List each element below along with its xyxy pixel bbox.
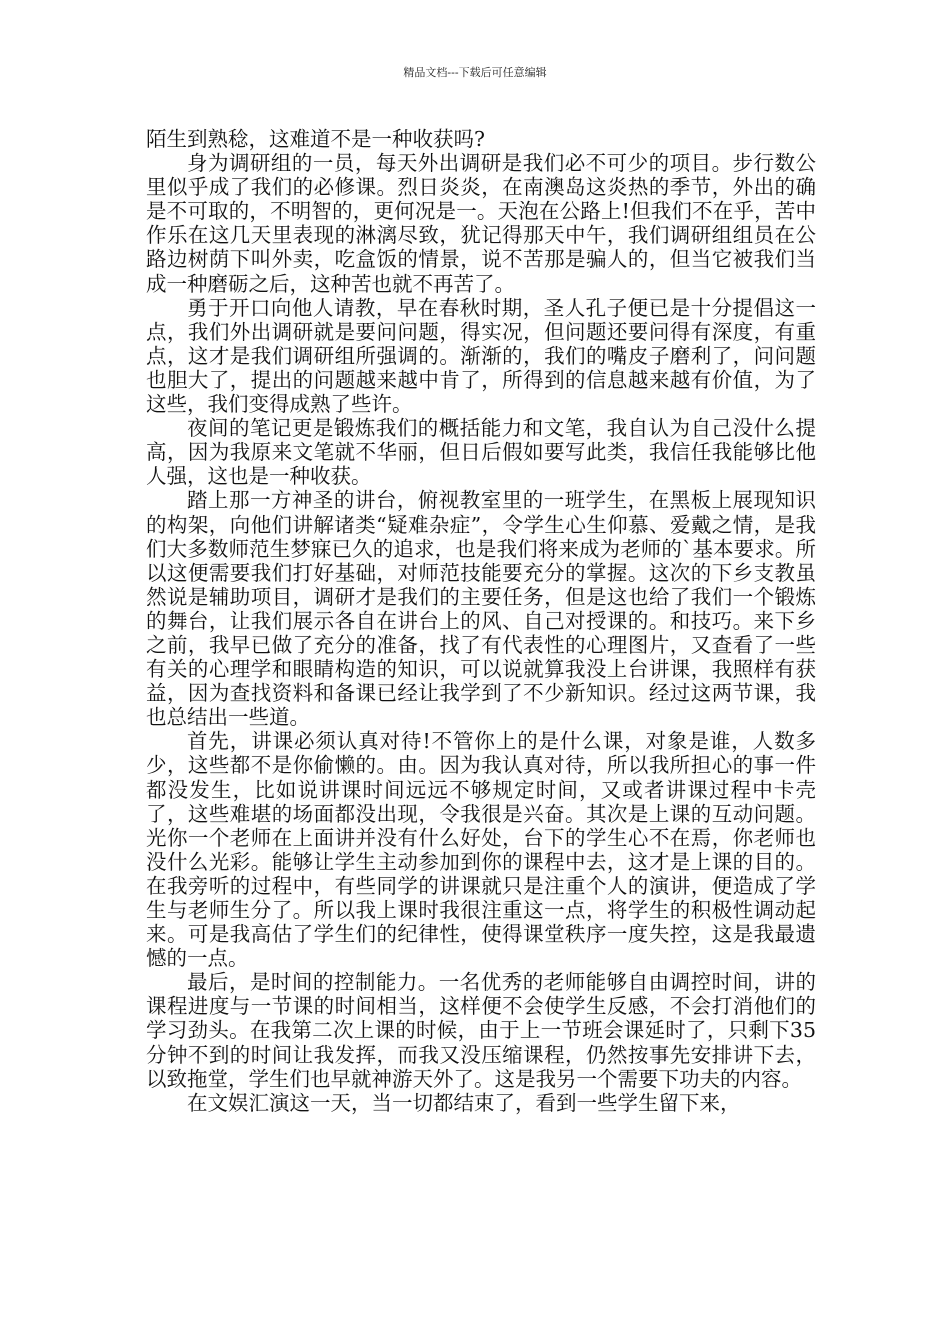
paragraph-asking-questions: 勇于开口向他人请教，早在春秋时期，圣人孔子便已是十分提倡这一点，我们外出调研就是要问问题，得实况，但问题还要问得有深度，有重点，这才是我们调研组所强调的。渐渐的，我们的嘴皮子磨利了，问问题也胆大了，提出的问题越来越中肯了，所得到的信息越来越有价值，为了这些，我们变得成熟了些许。 xyxy=(146,295,816,417)
paragraph-performance-day: 在文娱汇演这一天，当一切都结束了，看到一些学生留下来， xyxy=(187,1090,741,1115)
paragraph-time-control: 最后，是时间的控制能力。一名优秀的老师能够自由调控时间，讲的课程进度与一节课的时间相当，这样便不会使学生反感，不会打消他们的学习劲头。在我第二次上课的时候，由于上一节班会课延时了，只剩下35分钟不到的时间让我发挥，而我又没压缩课程，仍然按事先安排讲下去，以致拖堂，学生们也早就神游天外了。这是我另一个需要下功夫的内容。 xyxy=(146,970,816,1091)
paragraph-continuation: 陌生到熟稔，这难道不是一种收获吗? xyxy=(146,127,485,151)
document-body xyxy=(146,127,816,1115)
page-header: 精品文档---下载后可任意编辑 xyxy=(403,66,547,79)
paragraph-survey-walks: 身为调研组的一员，每天外出调研是我们必不可少的项目。步行数公里似乎成了我们的必修课。烈日炎炎，在南澳岛这炎热的季节，外出的确是不可取的，不明智的，更何况是一。天泡在公路上!但我们不在乎，苦中作乐在这几天里表现的淋漓尽致，犹记得那天中午，我们调研组组员在公路边树荫下叫外卖，吃盒饭的情景，说不苦那是骗人的，但当它被我们当成一种磨砺之后，这种苦也就不再苦了。 xyxy=(146,151,816,296)
paragraph-night-notes: 夜间的笔记更是锻炼我们的概括能力和文笔，我自认为自己没什么提高，因为我原来文笔就不华丽，但日后假如要写此类，我信任我能够比他人强，这也是一种收获。 xyxy=(146,416,816,489)
paragraph-first-lesson: 首先，讲课必须认真对待!不管你上的是什么课，对象是谁，人数多少，这些都不是你偷懒的。由。因为我认真对待，所以我所担心的事一件都没发生，比如说讲课时间远远不够规定时间，又或者讲课过程中卡壳了，这些难堪的场面都没出现，令我很是兴奋。其次是上课的互动问题。光你一个老师在上面讲并没有什么好处，台下的学生心不在焉，你老师也没什么光彩。能够让学生主动参加到你的课程中去，这才是上课的目的。在我旁听的过程中，有些同学的讲课就只是注重个人的演讲，便造成了学生与老师生分了。所以我上课时我很注重这一点，将学生的积极性调动起来。可是我高估了学生们的纪律性，使得课堂秩序一度失控，这是我最遗憾的一点。 xyxy=(146,729,816,971)
paragraph-teaching-platform: 踏上那一方神圣的讲台，俯视教室里的一班学生，在黑板上展现知识的构架，向他们讲解诸类“疑难杂症”，令学生心生仰慕、爱戴之情，是我们大多数师范生梦寐已久的追求，也是我们将来成为老师的`基本要求。所以这便需要我们打好基础，对师范技能要充分的掌握。这次的下乡支教虽然说是辅助项目，调研才是我们的主要任务，但是这也给了我们一个锻炼的舞台，让我们展示各自在讲台上的风、自己对授课的。和技巧。来下乡之前，我早已做了充分的准备，找了有代表性的心理图片，又查看了一些有关的心理学和眼睛构造的知识，可以说就算我没上台讲课，我照样有获益，因为查找资料和备课已经让我学到了不少新知识。经过这两节课，我也总结出一些道。 xyxy=(146,488,816,730)
